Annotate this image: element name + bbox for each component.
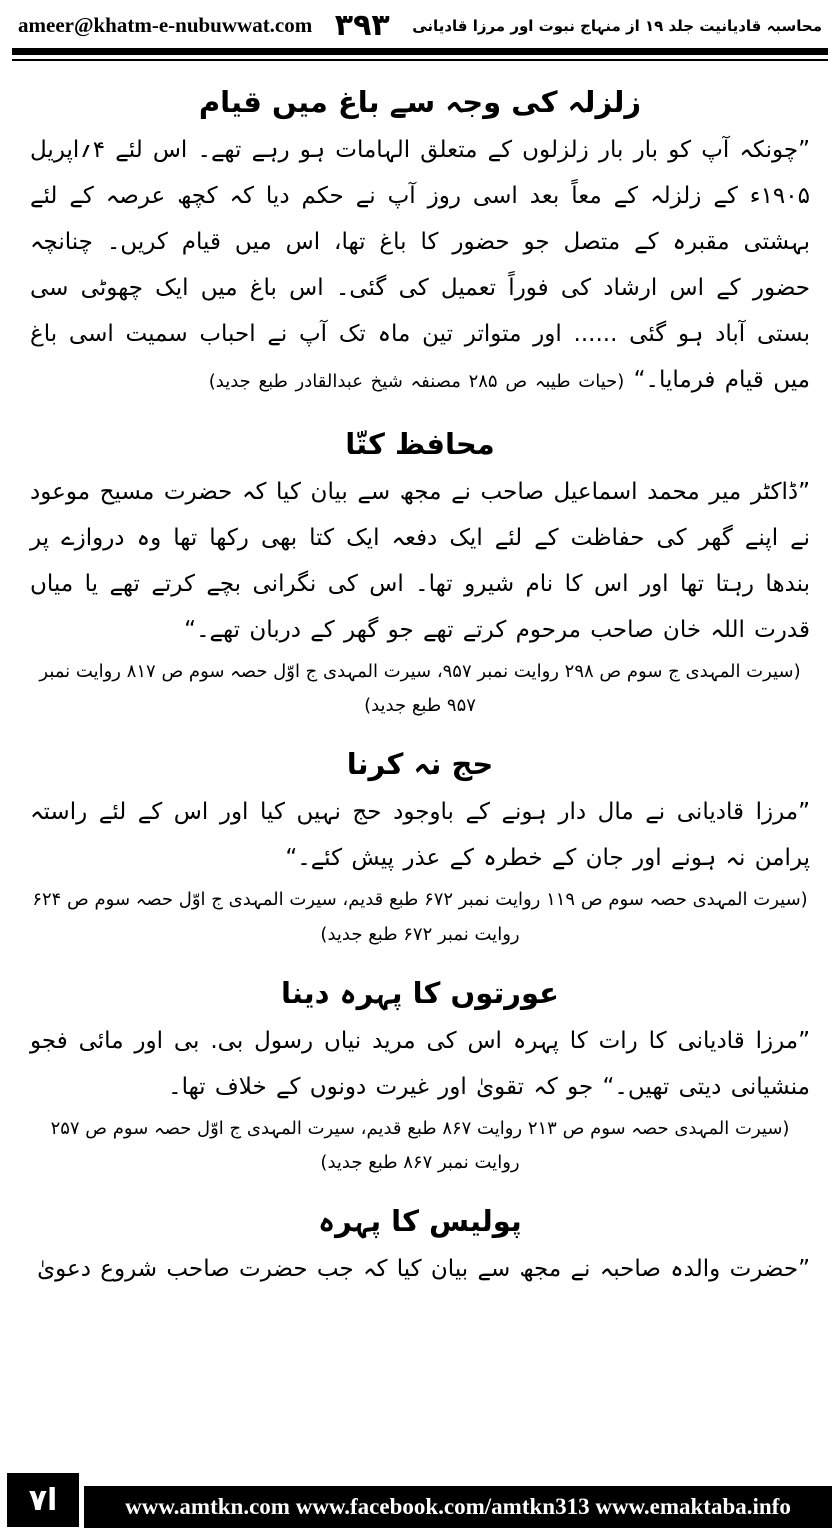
citation-no-hajj: (سیرت المہدی حصہ سوم ص ۱۱۹ روایت نمبر ۶۷۲ طبع قدیم، سیرت المہدی ج اوّل حصہ سوم ص ۶۲۴ روایت نمبر ۶۷۲ طبع جدید) (32, 889, 808, 945)
citation-inline: (حیات طیبہ ص ۲۸۵ مصنفہ شیخ عبدالقادر طبع جدید) (208, 371, 625, 392)
section-body-earthquake (30, 127, 810, 403)
page-content (0, 85, 840, 1292)
quote-text: ”چونکہ آپ کو بار بار زلزلوں کے متعلق الہامات ہو رہے تھے۔ اس لئے ۴؍اپریل ۱۹۰۵ء کے زلزلہ کے معاً بعد اسی روز آپ نے حکم دیا کہ کچھ عرصہ کے لئے بہشتی مقبرہ کے متصل جو حضور کا باغ تھا، اس میں قیام کریں۔ چنانچہ حضور کے اس ارشاد کی فوراً تعمیل کی گئی۔ اس باغ میں ایک چھوٹی سی بستی آباد ہو گئی ...... اور متواتر تین ماہ تک آپ نے احباب سمیت اسی باغ میں قیام فرمایا۔“ (30, 137, 810, 393)
section-body-no-hajj: ”مرزا قادیانی نے مال دار ہونے کے باوجود حج نہیں کیا اور اس کے لئے راستہ پرامن نہ ہونے اور جان کے خطرہ کے عذر پیش کئے۔“ (30, 799, 810, 872)
section-heading-women-guard: عورتوں کا پہرہ دینا (281, 975, 559, 1010)
footer-links: www.amtkn.com www.facebook.com/amtkn313 www.emaktaba.info (82, 1484, 834, 1530)
section-heading-no-hajj: حج نہ کرنا (346, 747, 494, 782)
section-heading-police-guard: پولیس کا پہرہ (318, 1204, 522, 1239)
page-footer (0, 1470, 840, 1530)
section-heading-guard-dog: محافظ کتّا (345, 427, 495, 461)
section-body-police-guard: ”حضرت والدہ صاحبہ نے مجھ سے بیان کیا کہ جب حضرت صاحب شروع دعویٰ (37, 1256, 810, 1283)
citation-women-guard: (سیرت المہدی حصہ سوم ص ۲۱۳ روایت ۸۶۷ طبع قدیم، سیرت المہدی ج اوّل حصہ سوم ص ۲۵۷ روایت نمبر ۸۶۷ طبع جدید) (50, 1117, 790, 1173)
page-header (0, 0, 840, 45)
contact-email: ameer@khatm-e-nubuwwat.com (18, 13, 313, 37)
footer-marker-badge: ۷ا (4, 1470, 82, 1530)
header-divider (12, 48, 828, 61)
book-title: محاسبہ قادیانیت جلد ۱۹ از منہاج نبوت اور مرزا قادیانی (412, 16, 822, 35)
section-heading-earthquake: زلزلہ کی وجہ سے باغ میں قیام (198, 85, 642, 119)
section-body-guard-dog: ”ڈاکٹر میر محمد اسماعیل صاحب نے مجھ سے بیان کیا کہ حضرت مسیح موعود نے اپنے گھر کی حفاظت کے لئے ایک دفعہ ایک کتا بھی رکھا تھا وہ دروازے پر بندھا رہتا تھا اور اس کا نام شیرو تھا۔ اس کی نگرانی بچے کرتے تھے یا میاں قدرت اللہ خان صاحب مرحوم کرتے تھے جو گھر کے دربان تھے۔“ (30, 479, 810, 643)
page-number: ۳۹۳ (334, 8, 390, 43)
citation-guard-dog: (سیرت المہدی ج سوم ص ۲۹۸ روایت نمبر ۹۵۷، سیرت المہدی ج اوّل حصہ سوم ص ۸۱۷ روایت نمبر ۹۵۷ طبع جدید) (39, 661, 801, 717)
section-body-women-guard: ”مرزا قادیانی کا رات کا پہرہ اس کی مرید نیاں رسول بی. بی اور مائی فجو منشیانی دیتی تھیں۔“ جو کہ تقویٰ اور غیرت دونوں کے خلاف تھا۔ (30, 1027, 810, 1100)
